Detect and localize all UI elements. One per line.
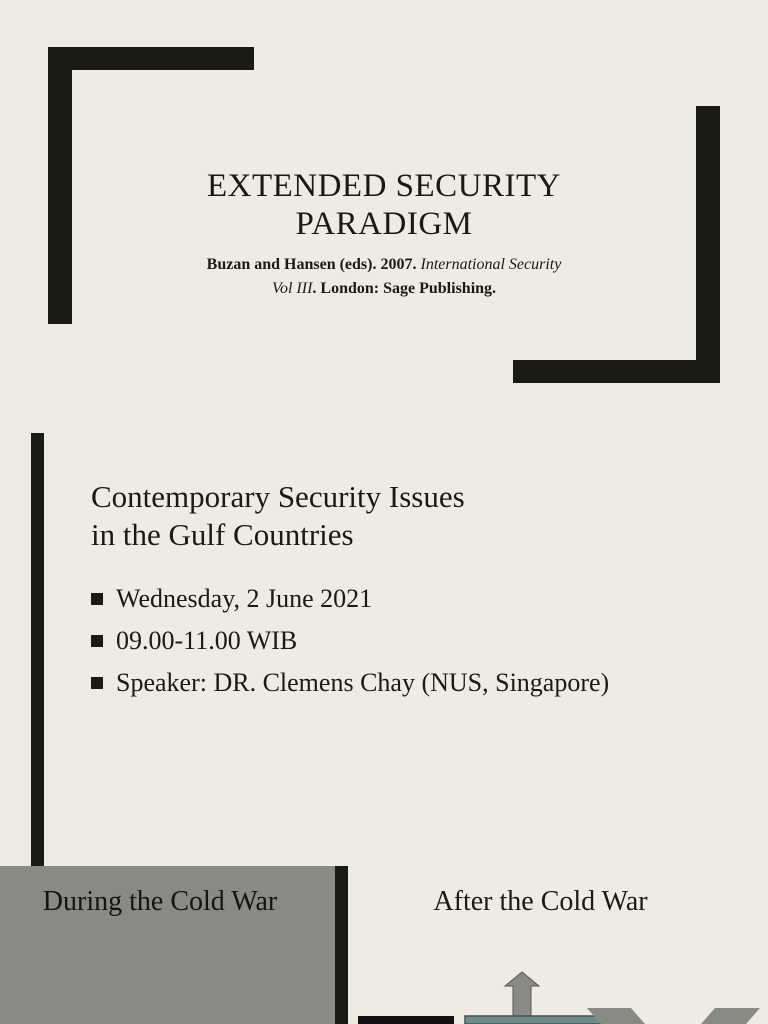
bullet-text: 09.00-11.00 WIB [116, 626, 298, 655]
slide1-title-line2: PARADIGM [295, 206, 473, 242]
during-cold-war-heading: During the Cold War [42, 886, 278, 917]
square-bullet-icon [91, 677, 103, 689]
bullet-text: Speaker: DR. Clemens Chay (NUS, Singapore) [116, 668, 610, 697]
bullet-item [91, 620, 731, 662]
square-bullet-icon [91, 593, 103, 605]
frame-bar-left [48, 47, 72, 324]
bullet-item [91, 662, 731, 704]
slide3-divider-bar [335, 866, 348, 1024]
frame-bar-top [48, 47, 254, 70]
slide1-title [150, 167, 618, 243]
slide2-accent-bar [31, 433, 44, 866]
citation-authors: Buzan and Hansen (eds). 2007. [206, 256, 421, 273]
frame-bar-right [696, 106, 720, 383]
citation-book-title-b: Vol III [271, 280, 313, 297]
slide2-title [91, 478, 691, 554]
citation-publisher: . London: Sage Publishing. [312, 280, 497, 297]
bullet-text: Wednesday, 2 June 2021 [116, 584, 373, 613]
frame-bar-bottom [513, 360, 720, 383]
after-cold-war-heading: After the Cold War [433, 886, 648, 917]
slide3-diagram-graphic [355, 970, 768, 1024]
slide2-bullet-list [91, 578, 731, 704]
citation-book-title-a: International Security [420, 256, 562, 273]
slide1-title-line1: EXTENDED SECURITY [206, 168, 562, 204]
slide2-title-line2: in the Gulf Countries [91, 517, 354, 552]
square-bullet-icon [91, 635, 103, 647]
dark-block-shape [358, 1016, 454, 1024]
gray-chevron-shape-2 [701, 1008, 760, 1024]
slide1-citation [150, 253, 618, 301]
bullet-item [91, 578, 731, 620]
slide2-title-line1: Contemporary Security Issues [91, 479, 465, 514]
